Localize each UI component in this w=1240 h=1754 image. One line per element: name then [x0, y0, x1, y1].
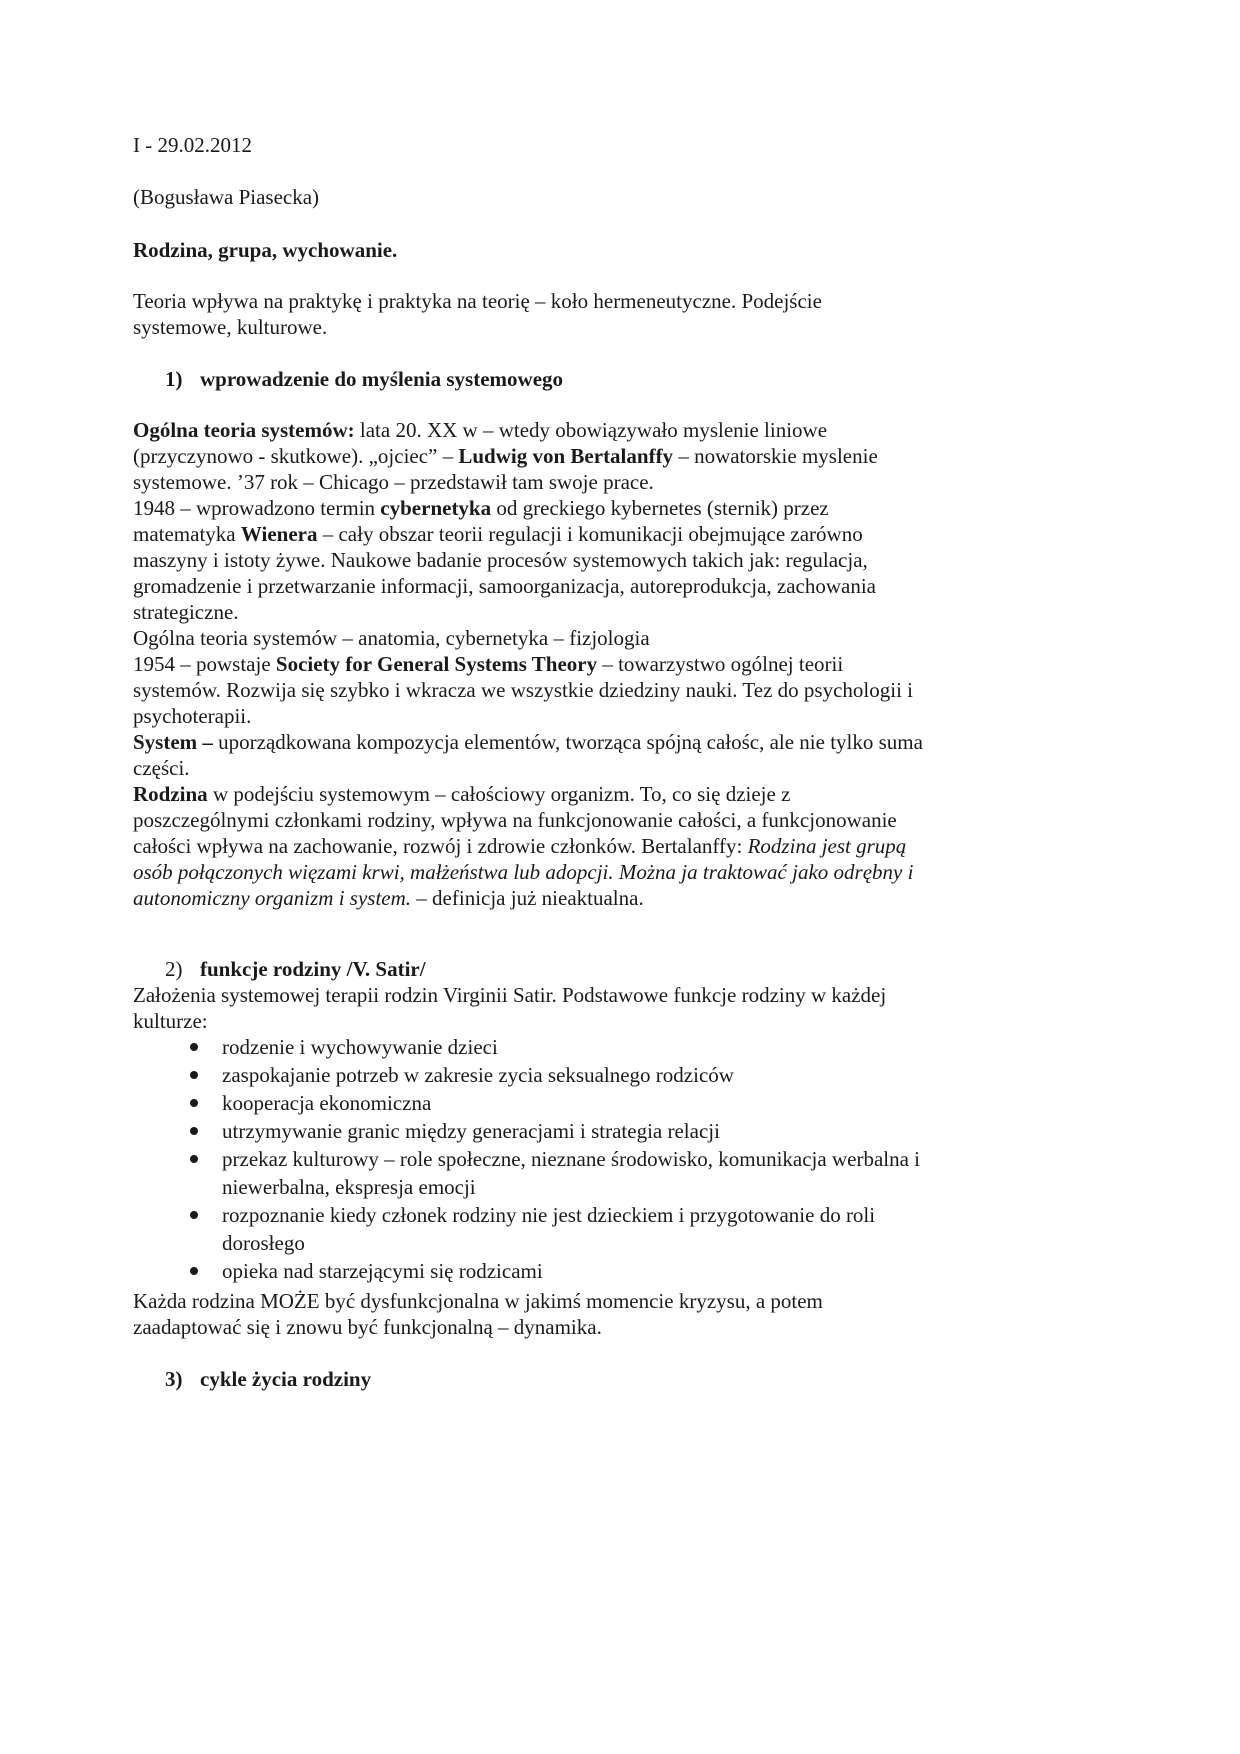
list-item: kooperacja ekonomiczna [133, 1089, 1093, 1117]
family-functions-list [133, 1033, 1093, 1285]
paragraph-line: System – uporządkowana kompozycja elementów, tworząca spójną całośc, ale nie tylko suma [133, 730, 923, 754]
intro-paragraph: Teoria wpływa na praktykę i praktyka na teorię – koło hermeneutyczne. Podejście systemowe, kulturowe. [133, 289, 822, 339]
list-item: zaspokajanie potrzeb w zakresie zycia seksualnego rodziców [133, 1061, 1093, 1089]
paragraph-line: Rodzina w podejściu systemowym – całościowy organizm. To, co się dzieje z [133, 782, 791, 806]
paragraph-line: części. [133, 756, 190, 780]
section-2-outro: Każda rodzina MOŻE być dysfunkcjonalna w jakimś momencie kryzysu, a potem zaadaptować się i znowu być funkcjonalną – dynamika. [133, 1289, 823, 1339]
paragraph-line: Ogólna teoria systemów: lata 20. XX w – wtedy obowiązywało myslenie liniowe [133, 418, 828, 442]
paragraph-line: (przyczynowo - skutkowe). „ojciec” – Ludwig von Bertalanffy – nowatorskie myslenie [133, 444, 878, 468]
paragraph-line: Ogólna teoria systemów – anatomia, cybernetyka – fizjologia [133, 626, 650, 650]
list-item: przekaz kulturowy – role społeczne, nieznane środowisko, komunikacja werbalna i niewerbalna, ekspresja emocji [133, 1145, 1093, 1201]
paragraph-line: systemowe. ’37 rok – Chicago – przedstawił tam swoje prace. [133, 470, 654, 494]
list-item: rozpoznanie kiedy członek rodziny nie jest dzieckiem i przygotowanie do roli dorosłego [133, 1201, 1093, 1257]
paragraph-line: 1948 – wprowadzono termin cybernetyka od greckiego kybernetes (sternik) przez [133, 496, 829, 520]
paragraph-line: matematyka Wienera – cały obszar teorii regulacji i komunikacji obejmujące zarówno [133, 522, 863, 546]
paragraph-line: gromadzenie i przetwarzanie informacji, samoorganizacja, autoreprodukcja, zachowania [133, 574, 876, 598]
document-title: Rodzina, grupa, wychowanie. [133, 238, 398, 262]
paragraph-line: psychoterapii. [133, 704, 252, 728]
paragraph-line: 1954 – powstaje Society for General Systems Theory – towarzystwo ogólnej teorii [133, 652, 844, 676]
list-item: rodzenie i wychowywanie dzieci [133, 1033, 1093, 1061]
author-line: (Bogusława Piasecka) [133, 185, 320, 209]
section-heading-3: 3) cykle życia rodziny [165, 1367, 372, 1391]
list-item: opieka nad starzejącymi się rodzicami [133, 1257, 1093, 1285]
section-heading-2: 2) funkcje rodziny /V. Satir/ [165, 957, 426, 981]
date-line: I - 29.02.2012 [133, 133, 252, 157]
paragraph-line: całości wpływa na zachowanie, rozwój i zdrowie członków. Bertalanffy: Rodzina jest grupą [133, 834, 907, 858]
section-2-intro: Założenia systemowej terapii rodzin Virginii Satir. Podstawowe funkcje rodziny w każdej kulturze: [133, 983, 887, 1033]
paragraph-line: strategiczne. [133, 600, 239, 624]
paragraph-line: poszczególnymi członkami rodziny, wpływa na funkcjonowanie całości, a funkcjonowanie [133, 808, 897, 832]
paragraph-line: systemów. Rozwija się szybko i wkracza we wszystkie dziedziny nauki. Tez do psychologii i [133, 678, 914, 702]
list-item: utrzymywanie granic między generacjami i strategia relacji [133, 1117, 1093, 1145]
section-heading-1: 1) wprowadzenie do myślenia systemowego [165, 367, 564, 391]
paragraph-line: maszyny i istoty żywe. Naukowe badanie procesów systemowych takich jak: regulacja, [133, 548, 868, 572]
section-1-body [133, 417, 1093, 911]
paragraph-line: autonomiczny organizm i system. – definicja już nieaktualna. [133, 886, 644, 910]
paragraph-line: osób połączonych więzami krwi, małżeństwa lub adopcji. Można ja traktować jako odrębny i [133, 860, 914, 884]
